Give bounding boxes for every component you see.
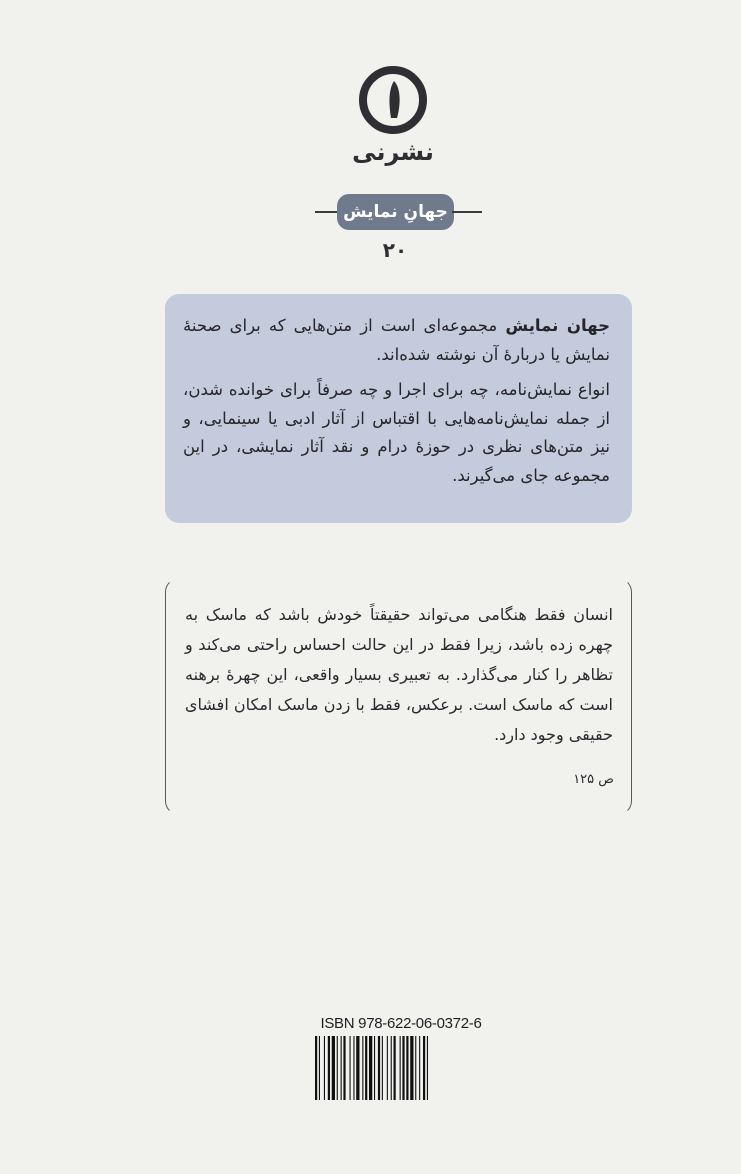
- barcode-bar: [356, 1036, 359, 1100]
- barcode-bar: [382, 1036, 383, 1100]
- barcode-bar: [350, 1036, 351, 1100]
- publisher-name: نشرنی: [352, 138, 434, 166]
- barcode-bar: [332, 1036, 335, 1100]
- barcode-bar: [402, 1036, 404, 1100]
- series-number: ۲۰: [382, 238, 408, 262]
- barcode-bar: [353, 1036, 354, 1100]
- barcode: [314, 1036, 490, 1100]
- barcode-bar: [343, 1036, 345, 1100]
- quote-text: انسان فقط هنگامی می‌تواند حقیقتاً خودش باشد که ماسک به چهره زده باشد، زیرا فقط در این حالت احساس راحتی می‌کند و تظاهر را کنار می‌گذارد. به تعبیری بسیار واقعی، این چهرهٔ برهنه است که ماسک است. برعکس، فقط با زدن ماسک امکان افشای حقیقی وجود دارد.: [185, 605, 613, 744]
- barcode-bar: [406, 1036, 408, 1100]
- description-paragraph-2: انواع نمایش‌نامه، چه برای اجرا و چه صرفاً برای خوانده شدن، از جمله نمایش‌نامه‌هایی با اقتباس از آثار ادبی یا سینمایی، و نیز متن‌های نظری در حوزهٔ درام و نقد آثار نمایشی، در این مجموعه جای می‌گیرند.: [183, 380, 610, 485]
- barcode-bar: [374, 1036, 375, 1100]
- description-lead: جهان نمایش: [505, 316, 610, 335]
- barcode-bar: [387, 1036, 388, 1100]
- barcode-bar: [400, 1036, 401, 1100]
- barcode-bar: [337, 1036, 338, 1100]
- barcode-bar: [369, 1036, 372, 1100]
- barcode-bar: [423, 1036, 425, 1100]
- isbn-label: ISBN 978-622-06-0372-6: [320, 1015, 482, 1032]
- barcode-bar: [341, 1036, 342, 1100]
- barcode-bar: [415, 1036, 416, 1100]
- barcode-bar: [365, 1036, 367, 1100]
- barcode-bar: [419, 1036, 420, 1100]
- barcode-bar: [394, 1036, 396, 1100]
- series-badge: [337, 194, 454, 230]
- description-paragraph-1-text: مجموعه‌ای است از متن‌هایی که برای صحنهٔ نمایش یا دربارهٔ آن نوشته شده‌اند.: [183, 316, 610, 364]
- series-divider-right: [452, 211, 482, 213]
- barcode-bar: [328, 1036, 330, 1100]
- barcode-bar: [427, 1036, 428, 1100]
- barcode-bar: [410, 1036, 413, 1100]
- quote-page-reference: ص ۱۲۵: [573, 772, 614, 787]
- barcode-bar: [324, 1036, 325, 1100]
- barcode-bar: [378, 1036, 380, 1100]
- barcode-bar: [362, 1036, 363, 1100]
- series-description-box: [165, 294, 632, 523]
- series-divider-left: [315, 211, 338, 213]
- ney-logo-icon: [359, 66, 427, 134]
- barcode-bar: [315, 1036, 317, 1100]
- barcode-bar: [319, 1036, 320, 1100]
- barcode-bar: [391, 1036, 392, 1100]
- description-paragraph-1: [183, 312, 610, 369]
- series-name: جهانِ نمایش: [343, 202, 448, 222]
